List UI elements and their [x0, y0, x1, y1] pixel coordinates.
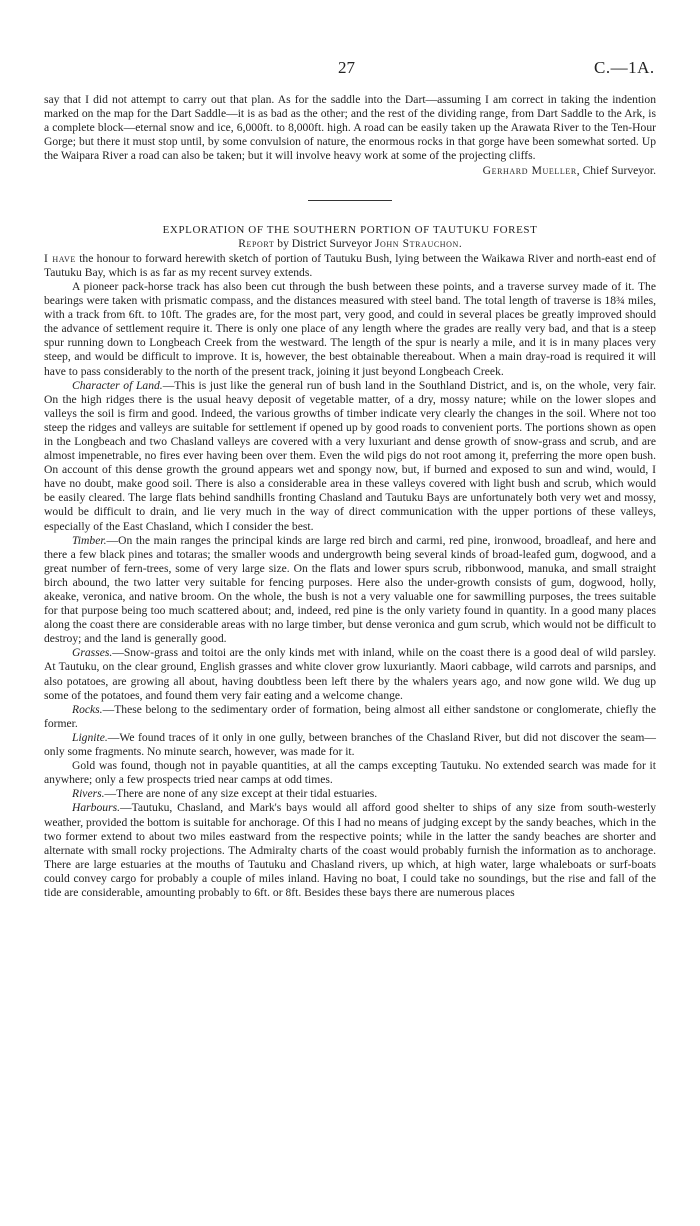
- paragraph-text: —Tautuku, Chasland, and Mark's bays would all afford good shelter to ships of any size from south-westerly weather, provided the bottom is suitable for anchorage. Of this I had no means of judging except by the sandy beaches, which in the two former extend to about two miles eastward from the respective points; while in the latter the sandy beaches are shorter and alternate with small rocky projections. The Admiralty charts of the coast would probably furnish the information as to anchorage. There are large estuaries at the mouths of Tautuku and Chasland rivers, up which, at high water, large whaleboats or surf-boats could convey cargo for probably a couple of miles inland. Having no boat, I could take no soundings, but the rise and fall of the tide are considerable, amounting probably to 6ft. or 8ft. Besides these bays there are numerous places: [44, 801, 656, 899]
- paragraph-rivers: [44, 787, 656, 801]
- surveyor-name: John Strauchon: [374, 236, 459, 250]
- paragraph-topic: Lignite.: [72, 730, 108, 744]
- signature-title: , Chief Surveyor.: [576, 164, 656, 178]
- paragraph-text: —On the main ranges the principal kinds are large red birch and carmi, red pine, ironwood, broadleaf, and here and there a few black pines and totaras; the smaller woods and undergrowth being several kinds of broad-leafed gum, dogwood, and a great number of fern-trees, some of very large size. On the flats and lower spurs scrub, ribbonwood, manuka, and small straight birch abound, the two latter very suitable for fencing purposes. Here also the under-growth consists of gum, dogwood, holly, akeake, veronica, and native broom. On the whole, the bush is not a very valuable one for sawmilling purposes, the trees suitable for that purpose being too much scattered about; and, indeed, red pine is the only variety found in quantity. In a good many places along the coast there are considerable areas with no large timber, but dense veronica and gum scrub, which would not be difficult to destroy; and the land is generally good.: [44, 533, 656, 646]
- paragraph-topic: Character of Land.: [72, 378, 163, 392]
- paragraph-text: Gold was found, though not in payable quantities, at all the camps excepting Tautuku. No extended search was made for it anywhere; only a few prospects tried near camps at odd times.: [44, 759, 656, 787]
- paragraph-topic: Grasses.: [72, 646, 113, 660]
- section-divider: [308, 200, 392, 201]
- paragraph-topic: Rivers.: [72, 787, 105, 801]
- signature-name: Gerhard Mueller: [482, 164, 577, 178]
- paragraph-lignite: [44, 731, 656, 759]
- paragraph-text: —There are none of any size except at their tidal estuaries.: [104, 787, 378, 801]
- report-byline: [44, 237, 656, 251]
- paragraph-rocks: [44, 703, 656, 731]
- paragraph-text: —This is just like the general run of bush land in the Southland District, and is, on the whole, very fair. On the high ridges there is the usual heavy deposit of vegetable matter, of a dry, mossy nature; while on the lower slopes and valleys the soil is firm and good. Indeed, the various growths of timber indicate very clearly the changes in the soil. Where not too steep the ridges and valleys are suitable for settlement if opened up by good roads to convenient ports. The portions shown as open in the Longbeach and two Chasland valleys are covered with a very luxuriant and dense growth of snow-grass and scrub, and are almost impenetrable, no fires ever having been over them. Even the wild pigs do not root among it, preferring the more open bush. On account of this dense growth the ground appears wet and spongy now, but, if burned and exposed to sun and wind, would, I have no doubt, make good soil. There is also a considerable area in these valleys covered with light bush and scrub, which would be easily cleared. The large flats behind sandhills fronting Chasland and Tautuku Bays are unfortunately both very wet and mossy, would be difficult to drain, and lie very much in the way of direct communication with the upper portions of these valleys, especially of the East Chasland, which I consider the best.: [44, 378, 656, 533]
- report-by: by District Surveyor: [274, 236, 375, 250]
- paragraph-grasses: [44, 646, 656, 702]
- section-heading: EXPLORATION OF THE SOUTHERN PORTION OF TAUTUKU FOREST: [162, 223, 538, 236]
- intro-lead: I have: [44, 251, 76, 265]
- paragraph-text: A pioneer pack-horse track has also been cut through the bush between these points, and a traverse survey made of it. The bearings were taken with prismatic compass, and the distances measured with steel band. The total length of traverse is 18¾ miles, with a track from 6ft. to 10ft. The grades are, for the most part, very good, and could in several places be greatly improved should the advance of settlement require it. There is only one place of any length where the grades are really very bad, and that is a steep spur running down to Longbeach Creek from the westward. The length of the spur is nearly a mile, and it is in many places very steep, and would be difficult to improve. It is, however, the best obtainable thereabout. When a main dray-road is required it will have to pass considerably to the north of the present track, joining it just beyond Longbeach Creek.: [44, 279, 656, 378]
- paragraph-topic: Timber.: [72, 533, 107, 547]
- page-number: 27: [338, 58, 355, 77]
- paragraph-text: —We found traces of it only in one gully, between branches of the Chasland River, but did not discover the seam—only some fragments. No minute search, however, was made for it.: [44, 730, 656, 759]
- paragraph-character-of-land: [44, 379, 656, 534]
- paragraph-topic: Rocks.: [72, 702, 103, 716]
- byline-end: .: [458, 236, 462, 250]
- paragraph-pack-track: [44, 280, 656, 379]
- page-body: [44, 93, 656, 900]
- report-word: Report: [238, 236, 275, 250]
- intro-text: the honour to forward herewith sketch of portion of Tautuku Bush, lying between the Waikawa River and north-east end of Tautuku Bay, which is as far as my recent survey extends.: [44, 251, 657, 279]
- signature-line: [44, 164, 656, 178]
- paragraph-text: —These belong to the sedimentary order of formation, being almost all either sandstone or conglomerate, chiefly the former.: [44, 702, 656, 730]
- document-code: C.—1A.: [594, 58, 655, 77]
- opening-paragraph: say that I did not attempt to carry out that plan. As for the saddle into the Dart—assuming I am correct in taking the indention marked on the map for the Dart Saddle—it is as bad as the other; and the rest of the dividing range, from Dart Saddle to the Ark, is a complete block—eternal snow and ice, 6,000ft. to 8,000ft. high. A road can be easily taken up the Arawata River to the Ten-Hour Gorge; but there it must stop until, by some convulsion of nature, the enormous rocks in that gorge have been somewhat sorted. Up the Waipara River a road can also be taken; but it will involve heavy work at some of the projecting cliffs.: [44, 93, 656, 163]
- paragraph-harbours: [44, 801, 656, 900]
- paragraph-topic: Harbours.: [72, 801, 120, 815]
- paragraph-gold: [44, 759, 656, 787]
- paragraph-text: —Snow-grass and toitoi are the only kinds met with inland, while on the coast there is a good deal of wild parsley. At Tautuku, on the clear ground, English grasses and white clover grow luxuriantly. Maori cabbage, wild carrots and parsnips, and also potatoes, are growing all about, having doubtless been left there by the whalers years ago, and now gone wild. We dug up some of the potatoes, and found them very fair eating and a welcome change.: [44, 646, 656, 702]
- intro-paragraph: [44, 252, 656, 280]
- paragraph-timber: [44, 534, 656, 647]
